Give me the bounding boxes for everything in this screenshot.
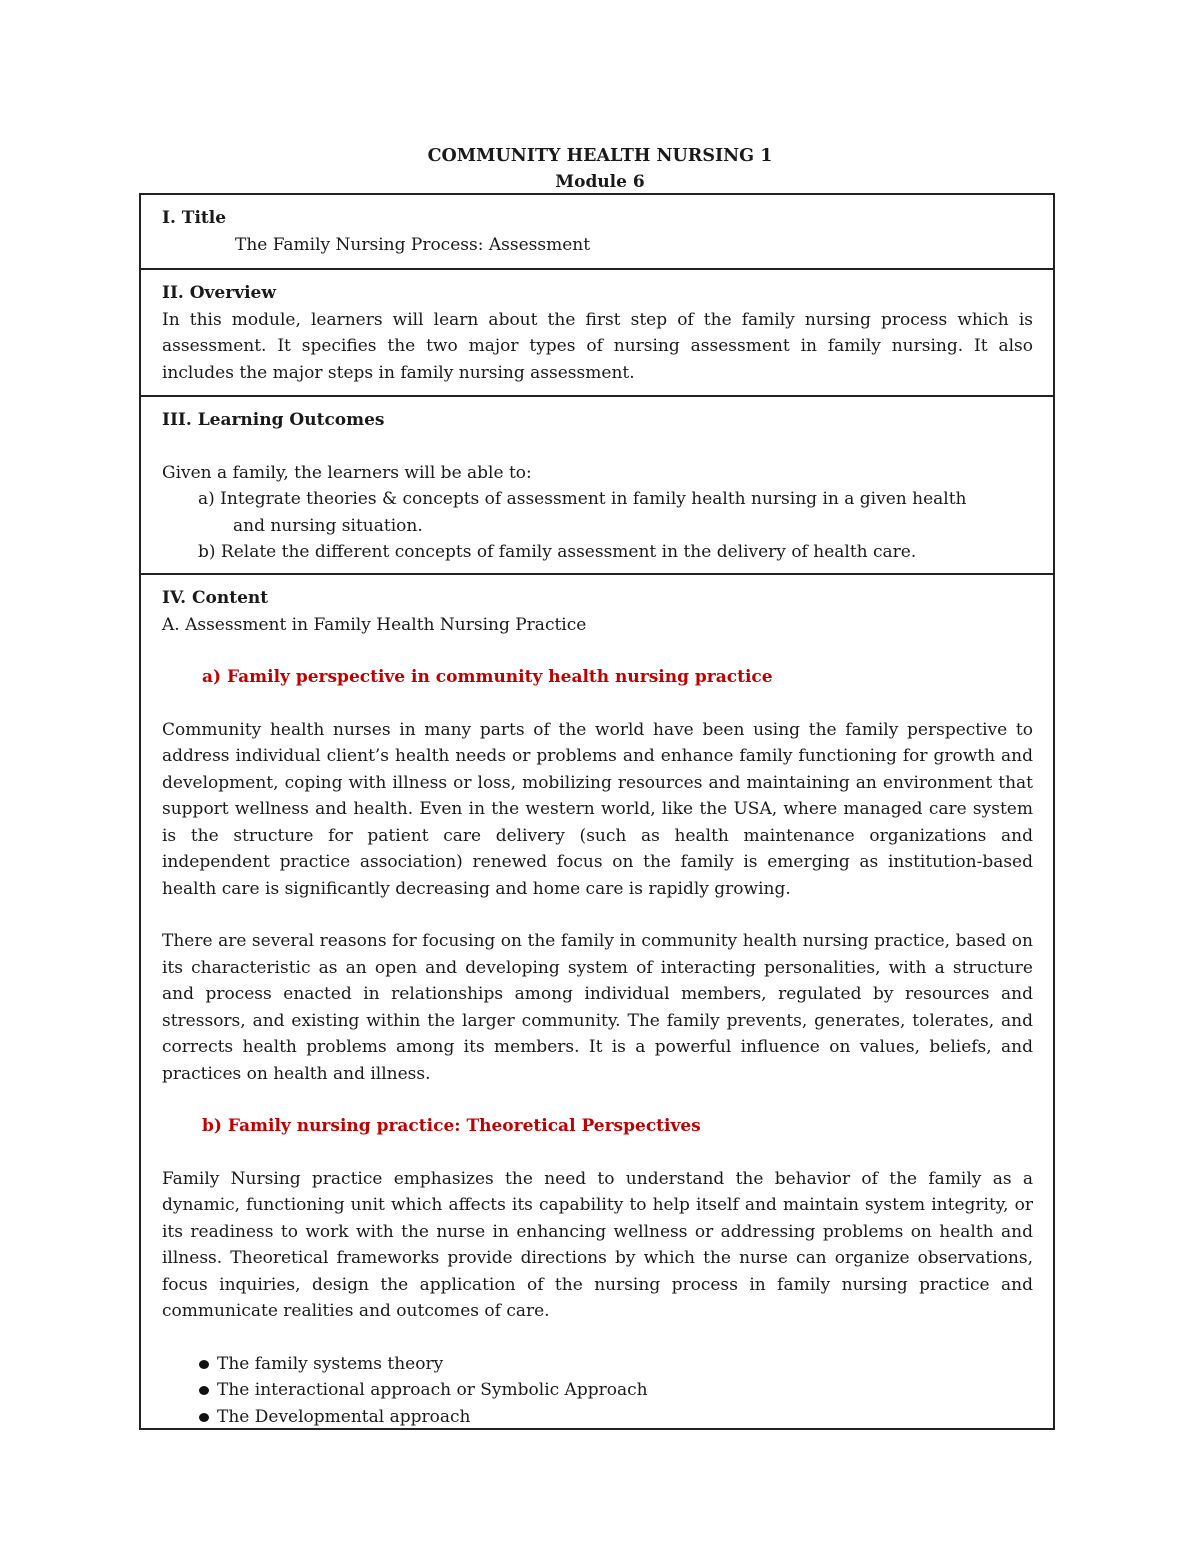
overview-heading: II. Overview	[162, 283, 276, 303]
list-item-label: The interactional approach or Symbolic Approach	[217, 1380, 648, 1400]
section-a-paragraph-1: Community health nurses in many parts of the world have been using the family perspective to address individual client’s health needs or problems and enhance family functioning for growth and development, coping with illness or loss, mobilizing resources and maintaining an environment that support wellness and health. Even in the western world, like the USA, where managed care system is the structure for patient care delivery (such as health maintenance organizations and independent practice association) renewed focus on the family is emerging as institution-based health care is significantly decreasing and home care is rapidly growing.	[162, 719, 1033, 899]
document-title: COMMUNITY HEALTH NURSING 1	[427, 146, 773, 166]
outcome-item-b: b) Relate the different concepts of family assessment in the delivery of health care.	[198, 542, 917, 562]
bullet-icon	[199, 1360, 209, 1369]
list-item	[199, 1404, 1033, 1431]
content-heading: IV. Content	[162, 588, 269, 608]
content-section	[141, 575, 1053, 1430]
outcome-item-a: a) Integrate theories & concepts of assessment in family health nursing in a given health	[198, 489, 967, 509]
theory-list	[162, 1351, 1033, 1431]
learning-outcomes-intro: Given a family, the learners will be able to:	[162, 462, 532, 483]
outcome-item-a-continued: and nursing situation.	[233, 515, 423, 536]
list-item-label: The family systems theory	[217, 1353, 444, 1374]
module-table	[139, 193, 1055, 1430]
content-subheading: A. Assessment in Family Health Nursing Practice	[162, 614, 587, 635]
bullet-icon	[199, 1413, 209, 1422]
learning-outcomes-section	[141, 397, 1053, 575]
module-title: The Family Nursing Process: Assessment	[235, 234, 591, 255]
overview-text: In this module, learners will learn about the first step of the family nursing process which is assessment. It specifies the two major types of nursing assessment in family nursing. It also includes the major steps in family nursing assessment.	[162, 309, 1033, 383]
section-a-heading: a) Family perspective in community health nursing practice	[202, 667, 773, 687]
overview-section	[141, 270, 1053, 397]
list-item	[199, 1377, 1033, 1404]
section-a-paragraph-2: There are several reasons for focusing on the family in community health nursing practice, based on its characteristic as an open and developing system of interacting personalities, with a structure and process enacted in relationships among individual members, regulated by resources and stressors, and existing within the larger community. The family prevents, generates, tolerates, and corrects health problems among its members. It is a powerful influence on values, beliefs, and practices on health and illness.	[162, 931, 1033, 1084]
title-heading: I. Title	[162, 208, 227, 228]
module-label: Module 6	[555, 172, 645, 192]
list-item-label: The Developmental approach	[217, 1406, 471, 1427]
section-b-paragraph: Family Nursing practice emphasizes the need to understand the behavior of the family as a dynamic, functioning unit which affects its capability to help itself and maintain system integrity, or its readiness to work with the nurse in enhancing wellness or addressing problems on health and illness. Theoretical frameworks provide directions by which the nurse can organize observations, focus inquiries, design the application of the nursing process in family nursing practice and communicate realities and outcomes of care.	[162, 1168, 1033, 1321]
bullet-icon	[199, 1386, 209, 1395]
learning-outcomes-heading: III. Learning Outcomes	[162, 410, 385, 430]
section-b-heading: b) Family nursing practice: Theoretical Perspectives	[202, 1116, 701, 1136]
title-section	[141, 195, 1053, 270]
document-header	[0, 143, 1200, 195]
list-item	[199, 1351, 1033, 1378]
